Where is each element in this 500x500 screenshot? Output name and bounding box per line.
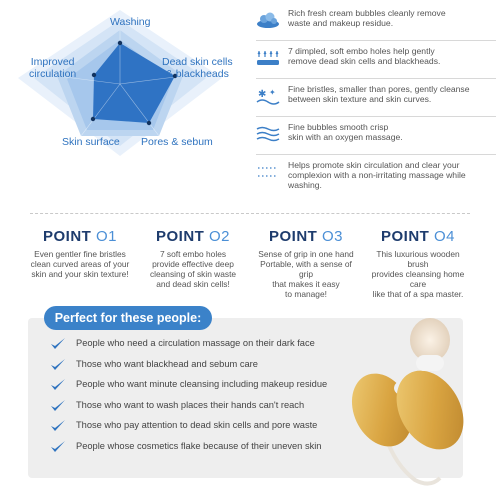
holes-icon [256,49,280,67]
feature-divider [256,154,496,155]
feature-line: remove dead skin cells and blackheads. [288,56,441,66]
feature-text [288,122,494,142]
radar-point-washing [118,41,122,45]
radar-chart [0,0,240,160]
bubbles-icon [256,11,280,29]
list-item [50,375,370,396]
point-line: skin and your skin texture! [31,269,129,279]
point-card [143,228,243,289]
brush-collar [416,355,444,371]
point-title [256,228,356,245]
feature-item [256,8,496,34]
list-item [50,396,370,417]
point-title [143,228,243,245]
point-line: Sense of grip in one hand [258,249,354,259]
wooden-brush-image [330,305,480,490]
point-line: provides cleansing home care [371,269,465,289]
point-card [368,228,468,299]
feature-text [288,84,494,104]
feature-divider [256,116,496,117]
point-line: that makes it easy [272,279,340,289]
feature-list [256,8,496,192]
section-divider [30,213,470,214]
radar-point-skin-surface [91,117,95,121]
feature-item [256,122,496,148]
point-line: cleansing of skin waste [149,269,237,279]
list-item [50,416,370,437]
feature-line: Fine bristles, smaller than pores, gently cleanse [288,84,470,94]
point-number: O1 [96,228,118,245]
feature-text [288,160,494,190]
feature-text [288,8,494,28]
point-line: Portable, with a sense of grip [260,259,352,279]
radar-label-skin-surface: Skin surface [62,136,120,148]
list-item-text: Those who want blackhead and sebum care [76,358,258,369]
radar-label-pores: Pores & sebum [141,136,213,148]
list-item-text: Those who want to wash places their hands can't reach [76,399,305,410]
point-number: O4 [434,228,456,245]
perfect-list [50,334,370,458]
dotted-icon [256,163,280,181]
point-line: and dead skin cells! [156,279,230,289]
point-line: clean curved areas of your [30,259,130,269]
list-item [50,355,370,376]
radar-label-circulation-line1: Improved [30,56,75,68]
svg-text:✱: ✱ [258,89,267,100]
feature-line: skin with an oxygen massage. [288,132,403,142]
list-item-text: People who need a circulation massage on their dark face [76,338,315,348]
point-card [256,228,356,299]
checkmark-icon [50,377,66,393]
feature-item [256,160,496,190]
point-card [30,228,130,279]
feature-line: Helps promote skin circulation and clear your [288,160,460,170]
feature-line: Rich fresh cream bubbles cleanly remove [288,8,446,18]
perfect-banner: Perfect for these people: [44,306,212,330]
point-description [30,249,130,279]
point-word: POINT [268,228,318,245]
point-word: POINT [42,228,92,245]
radar-label-dead-skin-line2: & blackheads [165,68,229,80]
point-description [256,249,356,299]
checkmark-icon [50,418,66,434]
point-line: 7 soft embo holes [159,249,227,259]
point-word: POINT [380,228,430,245]
feature-line: 7 dimpled, soft embo holes help gently [288,46,435,56]
list-item [50,334,370,355]
svg-text:✦: ✦ [269,88,276,97]
point-title [30,228,130,245]
feature-divider [256,78,496,79]
point-description [368,249,468,299]
point-title [368,228,468,245]
checkmark-icon [50,439,66,455]
feature-line: between skin texture and skin curves. [288,94,432,104]
radar-point-pores [147,121,151,125]
checkmark-icon [50,336,66,352]
checkmark-icon [50,357,66,373]
list-item [50,437,370,458]
sparkle-icon [256,87,280,105]
waves-icon [256,125,280,143]
point-description [143,249,243,289]
feature-line: complexion with a non-irritating massage while washing. [288,170,466,190]
point-word: POINT [155,228,205,245]
point-number: O3 [322,228,344,245]
radar-label-dead-skin-line1: Dead skin cells [162,56,233,68]
radar-label-circulation [29,56,76,80]
list-item-text: People whose cosmetics flake because of their uneven skin [76,440,322,451]
points-section [30,228,470,303]
point-number: O2 [209,228,231,245]
radar-label-dead-skin [162,56,233,80]
point-line: Even gentler fine bristles [34,249,126,259]
feature-item [256,84,496,110]
radar-point-circulation [92,73,96,77]
point-line: This luxurious wooden brush [376,249,460,269]
list-item-text: Those who pay attention to dead skin cells and pore waste [76,420,318,431]
point-line: to manage! [285,289,327,299]
checkmark-icon [50,398,66,414]
feature-line: waste and makeup residue. [288,18,394,28]
point-line: provide effective deep [152,259,234,269]
feature-divider [256,40,496,41]
feature-line: Fine bubbles smooth crisp [288,122,389,132]
list-item-text: People who want minute cleansing including makeup residue [76,379,328,390]
feature-item [256,46,496,72]
radar-label-circulation-line2: circulation [29,68,77,80]
radar-label-washing: Washing [110,16,151,28]
point-line: like that of a spa master. [372,289,464,299]
feature-text [288,46,494,66]
